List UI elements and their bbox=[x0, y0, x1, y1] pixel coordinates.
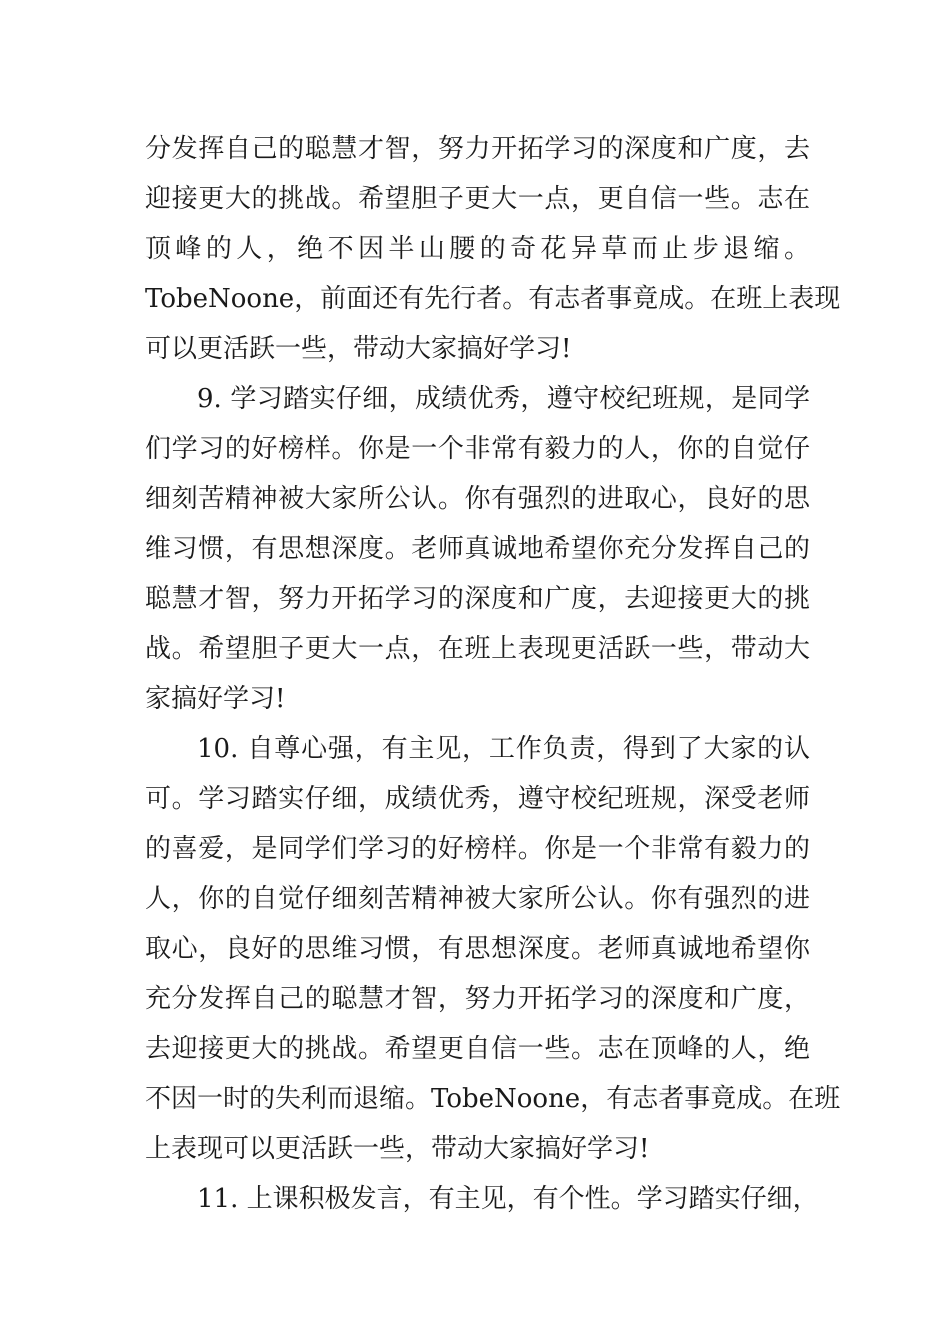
text-line: 可以更活跃一些，带动大家搞好学习! bbox=[145, 334, 572, 364]
paragraph-start-line: 10. 自尊心强，有主见，工作负责，得到了大家的认 bbox=[197, 734, 810, 764]
paragraph-start-line: 11. 上课积极发言，有主见，有个性。学习踏实仔细， bbox=[197, 1184, 819, 1214]
text-line: 家搞好学习! bbox=[145, 684, 286, 714]
text-line: 不因一时的失利而退缩。TobeNoone，有志者事竟成。在班 bbox=[145, 1084, 841, 1114]
text-line: 充分发挥自己的聪慧才智，努力开拓学习的深度和广度， bbox=[145, 984, 810, 1014]
text-line: 战。希望胆子更大一点，在班上表现更活跃一些，带动大 bbox=[145, 634, 810, 664]
text-line: TobeNoone，前面还有先行者。有志者事竟成。在班上表现 bbox=[145, 284, 841, 314]
text-line: 聪慧才智，努力开拓学习的深度和广度，去迎接更大的挑 bbox=[145, 584, 810, 614]
text-line: 迎接更大的挑战。希望胆子更大一点，更自信一些。志在 bbox=[145, 184, 810, 214]
text-line: 分发挥自己的聪慧才智，努力开拓学习的深度和广度，去 bbox=[145, 134, 810, 164]
text-line: 上表现可以更活跃一些，带动大家搞好学习! bbox=[145, 1134, 650, 1164]
text-line: 人，你的自觉仔细刻苦精神被大家所公认。你有强烈的进 bbox=[145, 884, 810, 914]
text-line: 细刻苦精神被大家所公认。你有强烈的进取心，良好的思 bbox=[145, 484, 810, 514]
text-line: 们学习的好榜样。你是一个非常有毅力的人，你的自觉仔 bbox=[145, 434, 810, 464]
text-line: 可。学习踏实仔细，成绩优秀，遵守校纪班规，深受老师 bbox=[145, 784, 810, 814]
text-line: 维习惯，有思想深度。老师真诚地希望你充分发挥自己的 bbox=[145, 534, 810, 564]
paragraph-start-line: 9. 学习踏实仔细，成绩优秀，遵守校纪班规，是同学 bbox=[197, 384, 810, 414]
text-line: 顶峰的人，绝不因半山腰的奇花异草而止步退缩。 bbox=[145, 234, 810, 264]
text-line: 的喜爱，是同学们学习的好榜样。你是一个非常有毅力的 bbox=[145, 834, 810, 864]
text-line: 取心，良好的思维习惯，有思想深度。老师真诚地希望你 bbox=[145, 934, 810, 964]
text-line: 去迎接更大的挑战。希望更自信一些。志在顶峰的人，绝 bbox=[145, 1034, 810, 1064]
